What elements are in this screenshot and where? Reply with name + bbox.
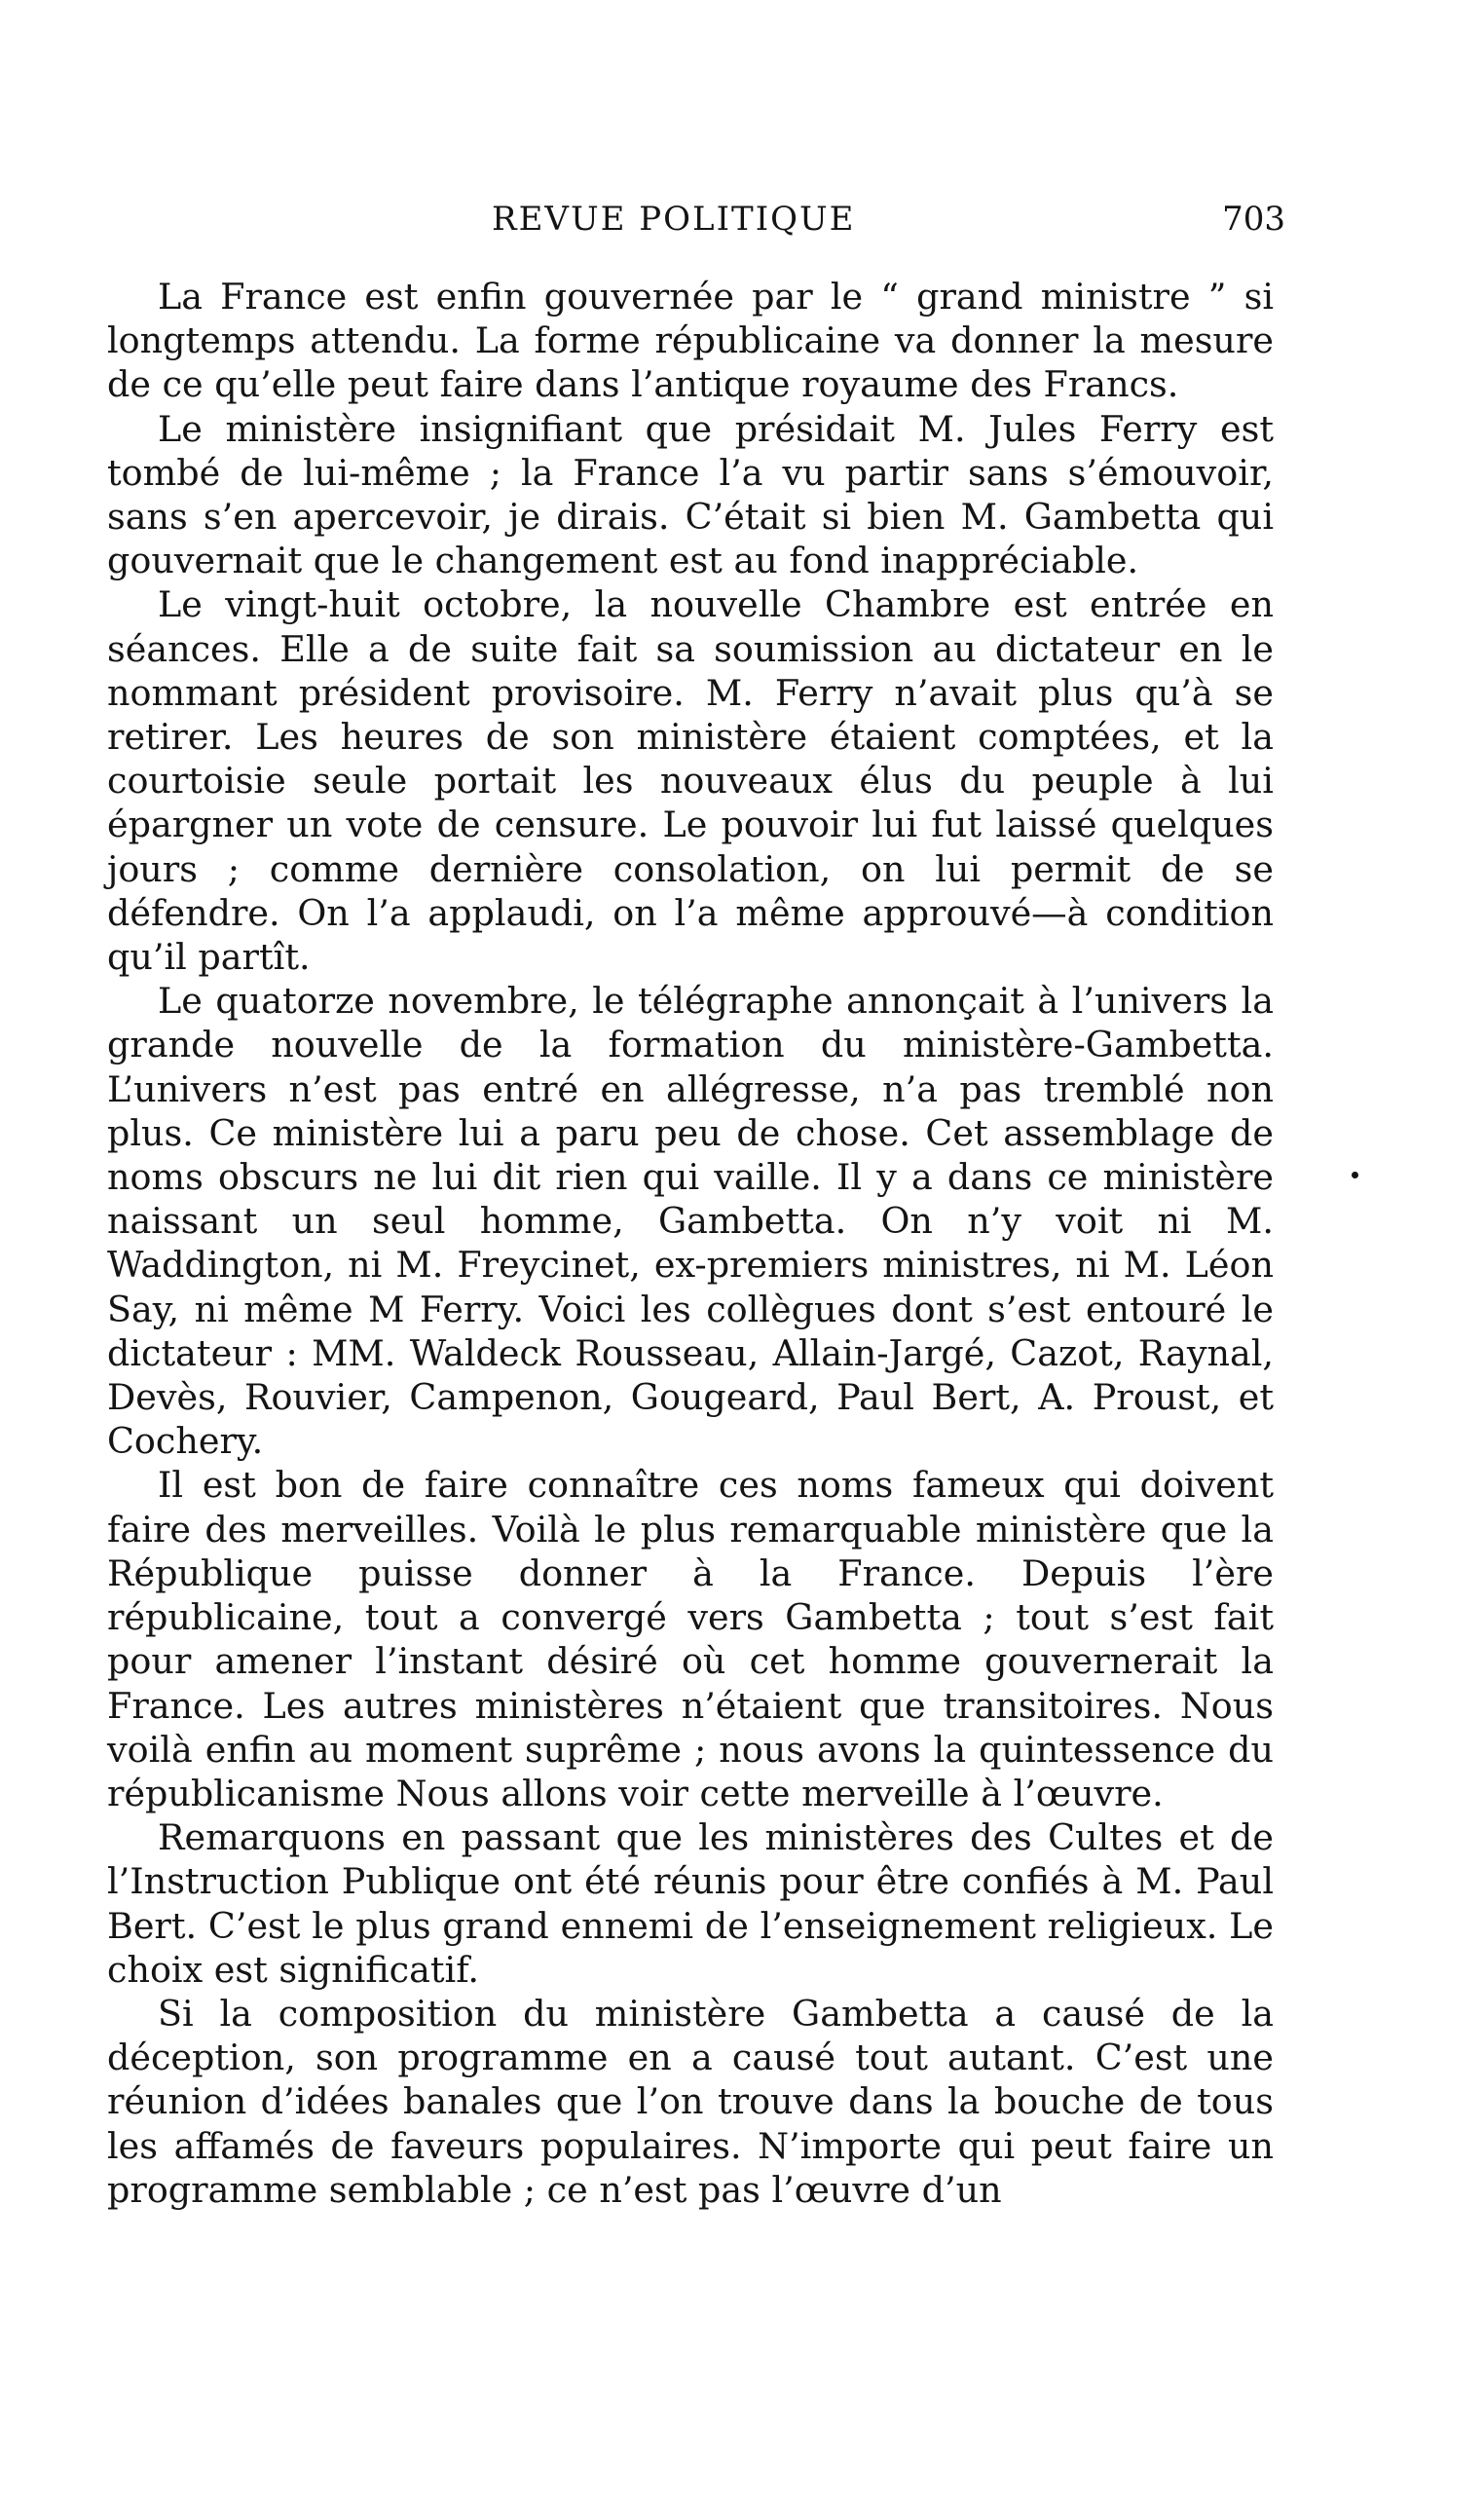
body-text — [107, 275, 1274, 2212]
running-head — [107, 200, 1285, 258]
running-title: REVUE POLITIQUE — [492, 200, 856, 239]
paragraph-7: Si la composition du ministère Gambetta a causé de la déception, son programme en a causé tout autant. C’est une réunion d’idées banales que l’on trouve dans la bouche de tous les affamés de faveurs populaires. N’importe qui peut faire un programme semblable ; ce n’est pas l’œuvre d’un — [107, 1992, 1274, 2211]
paragraph-3: Le vingt-huit octobre, la nouvelle Chambre est entrée en séances. Elle a de suite fait sa soumission au dictateur en le nommant président provisoire. M. Ferry n’avait plus qu’à se retirer. Les heures de son ministère étaient comptées, et la courtoisie seule portait les nouveaux élus du peuple à lui épargner un vote de censure. Le pouvoir lui fut laissé quelques jours ; comme dernière consolation, on lui permit de se défendre. On l’a applaudi, on l’a même approuvé—à condition qu’il partît. — [107, 583, 1274, 979]
paragraph-6: Remarquons en passant que les ministères des Cultes et de l’Instruction Publique ont été réunis pour être confiés à M. Paul Bert. C’est le plus grand ennemi de l’enseignement religieux. Le choix est significatif. — [107, 1816, 1274, 1991]
print-speck — [1352, 1172, 1358, 1178]
paragraph-2: Le ministère insignifiant que présidait M. Jules Ferry est tombé de lui-même ; la France l’a vu partir sans s’émouvoir, sans s’en apercevoir, je dirais. C’était si bien M. Gambetta qui gouvernait que le changement est au fond inappréciable. — [107, 407, 1274, 582]
page-number: 703 — [1222, 200, 1285, 239]
paragraph-4: Le quatorze novembre, le télégraphe annonçait à l’univers la grande nouvelle de la formation du ministère-Gambetta. L’univers n’est pas entré en allégresse, n’a pas tremblé non plus. Ce ministère lui a paru peu de chose. Cet assemblage de noms obscurs ne lui dit rien qui vaille. Il y a dans ce ministère naissant un seul homme, Gambetta. On n’y voit ni M. Waddington, ni M. Freycinet, ex-premiers ministres, ni M. Léon Say, ni même M Ferry. Voici les collègues dont s’est entouré le dictateur : MM. Waldeck Rousseau, Allain-Jargé, Cazot, Raynal, Devès, Rouvier, Campenon, Gougeard, Paul Bert, A. Proust, et Cochery. — [107, 980, 1274, 1463]
paragraph-1: La France est enfin gouvernée par le “ grand ministre ” si longtemps attendu. La forme républicaine va donner la mesure de ce qu’elle peut faire dans l’antique royaume des Francs. — [107, 276, 1274, 406]
paragraph-5: Il est bon de faire connaître ces noms fameux qui doivent faire des merveilles. Voilà le plus remarquable ministère que la République puisse donner à la France. Depuis l’ère républicaine, tout a convergé vers Gambetta ; tout s’est fait pour amener l’instant désiré où cet homme gouvernerait la France. Les autres ministères n’étaient que transitoires. Nous voilà enfin au moment suprême ; nous avons la quintessence du républicanisme Nous allons voir cette merveille à l’œuvre. — [107, 1464, 1274, 1814]
